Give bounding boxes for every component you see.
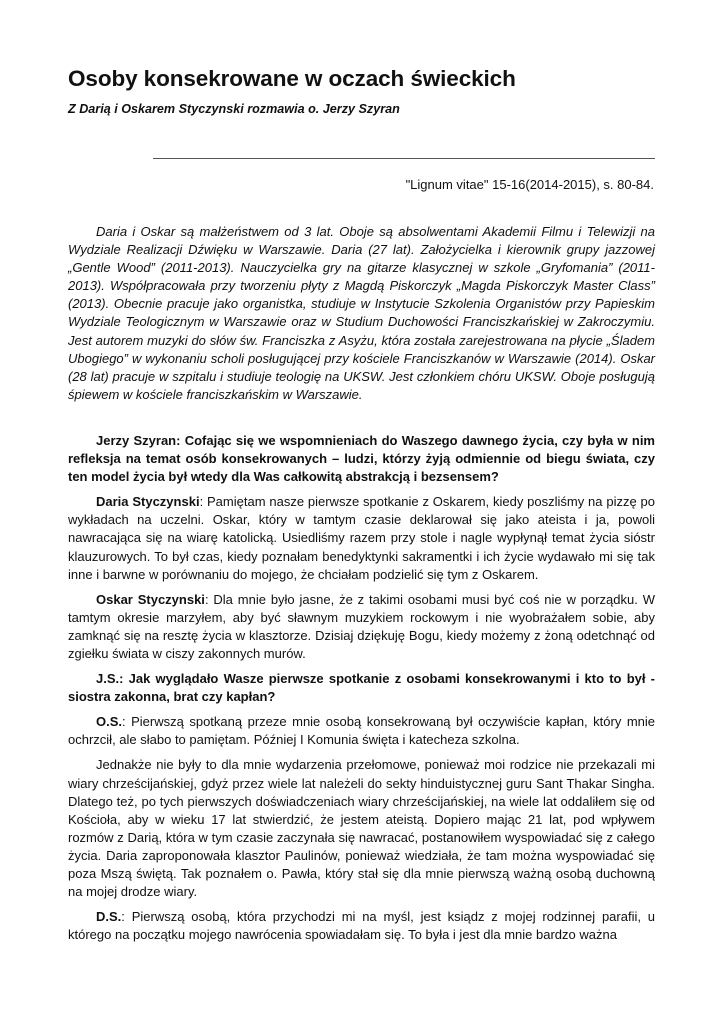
answer-text: : Dla mnie było jasne, że z takimi osobami musi być coś nie w porządku. W tamtym okresie marzyłem, aby być sławnym muzykiem rockowym i nie wyobrażałem sobie, aby zamknąć się na resztę życia w klasztorze. Dzisiaj dziękuję Bogu, kiedy możemy z żoną odetchnąć od zgiełku świata w ciszy zakonnych murów. [68, 591, 655, 661]
answer-text: : Pierwszą spotkaną przeze mnie osobą konsekrowaną był oczywiście kapłan, który mnie ochrzcił, ale słabo to pamiętam. Później I Komunia święta i katecheza szkolna. [68, 714, 655, 748]
answer-text: : Pamiętam nasze pierwsze spotkanie z Oskarem, kiedy poszliśmy na pizzę po wykładach na uczelni. Oskar, który w tamtym czasie deklarował się jako ateista i ja, powoli nawracająca się na wiarę katolicką. Usiedliśmy razem przy stole i nagle wypłynął temat życia sióstr klauzurowych. To był czas, kiedy poznałam benedyktynki sakramentki i ich życie wydawało mi się tak inne i barwne w porównaniu do mojego, że chciałam podzielić się tym z Oskarem. [68, 494, 655, 582]
speaker-name: Daria Styczynski [96, 494, 200, 510]
speaker-name: D.S. [96, 909, 122, 925]
answer-paragraph: Jednakże nie były to dla mnie wydarzenia przełomowe, ponieważ moi rodzice nie przekazali mi wiary chrześcijańskiej, gdyż przez wiele lat należeli do sekty hinduistycznej guru Sant Thakar Singha. Dlatego też, po tych pierwszych doświadczeniach wiary chrześcijańskiej, na wiele lat oddaliłem się od Kościoła, aby w wieku 17 lat stwierdzić, że jestem ateistą. Dopiero mając 21 lat, pod wpływem rozmów z Darią, która w tym czasie zaczynała się nawracać, postanowiłem wyspowiadać się z całego życia. Daria zaproponowała klasztor Paulinów, ponieważ wiedziała, że tam można wyspowiadać się poza Mszą świętą. Tak poznałem o. Pawła, który stał się dla mnie pierwszą ważną osobą duchowną na mojej drodze wiary. [68, 757, 655, 900]
answer-text: : Pierwszą osobą, która przychodzi mi na myśl, jest ksiądz z mojej rodzinnej parafii, u którego na początku mojego nawrócenia spowiadałam się. To była i jest dla mnie bardzo ważna [68, 909, 655, 943]
answer-paragraph [68, 908, 655, 944]
page-subtitle: Z Darią i Oskarem Styczynski rozmawia o. Jerzy Szyran [68, 102, 400, 116]
source-citation: "Lignum vitae" 15-16(2014-2015), s. 80-84. [405, 177, 654, 192]
intro-paragraph: Daria i Oskar są małżeństwem od 3 lat. Oboje są absolwentami Akademii Filmu i Telewizji na Wydziale Realizacji Dźwięku w Warszawie. Daria (27 lat). Założycielka i kierownik grupy jazzowej „Gentle Wood” (2011-2013). Nauczycielka gry na gitarze klasycznej w szkole „Gryfomania” (2011-2013). Współpracowała przy tworzeniu płyty z Magdą Piskorczyk „Magda Piskorczyk Master Class” (2013). Obecnie pracuje jako organistka, studiuje w Instytucie Szkolenia Organistów przy Papieskim Wydziale Teologicznym w Warszawie oraz w Studium Duchowości Franciszkańskiej w Zakroczymiu. Jest autorem muzyki do słów św. Franciszka z Asyżu, która została zarejestrowana na płycie „Śladem Ubogiego” w wykonaniu scholi posługującej przy kościele Franciszkanów w Warszawie (2014). Oskar (28 lat) pracuje w szpitalu i studiuje teologię na UKSW. Jest członkiem chóru UKSW. Oboje posługują śpiewem w kościele franciszkańskim w Warszawie. [68, 224, 655, 402]
horizontal-rule [153, 158, 655, 159]
speaker-name: O.S. [96, 714, 123, 730]
speaker-name: Oskar Styczynski [96, 591, 205, 607]
page-title: Osoby konsekrowane w oczach świeckich [68, 66, 516, 91]
question-paragraph: Jerzy Szyran: Cofając się we wspomnieniach do Waszego dawnego życia, czy była w nim refleksja na temat osób konsekrowanych – ludzi, którzy żyją odmiennie od biegu świata, czy ten model życia był wtedy dla Was całkowitą abstrakcją i bezsensem? [68, 432, 655, 485]
article-body [68, 223, 655, 951]
answer-paragraph [68, 713, 655, 749]
question-paragraph: J.S.: Jak wyglądało Wasze pierwsze spotkanie z osobami konsekrowanymi i kto to był - siostra zakonna, brat czy kapłan? [68, 671, 655, 705]
answer-paragraph [68, 591, 655, 663]
answer-paragraph [68, 493, 655, 583]
